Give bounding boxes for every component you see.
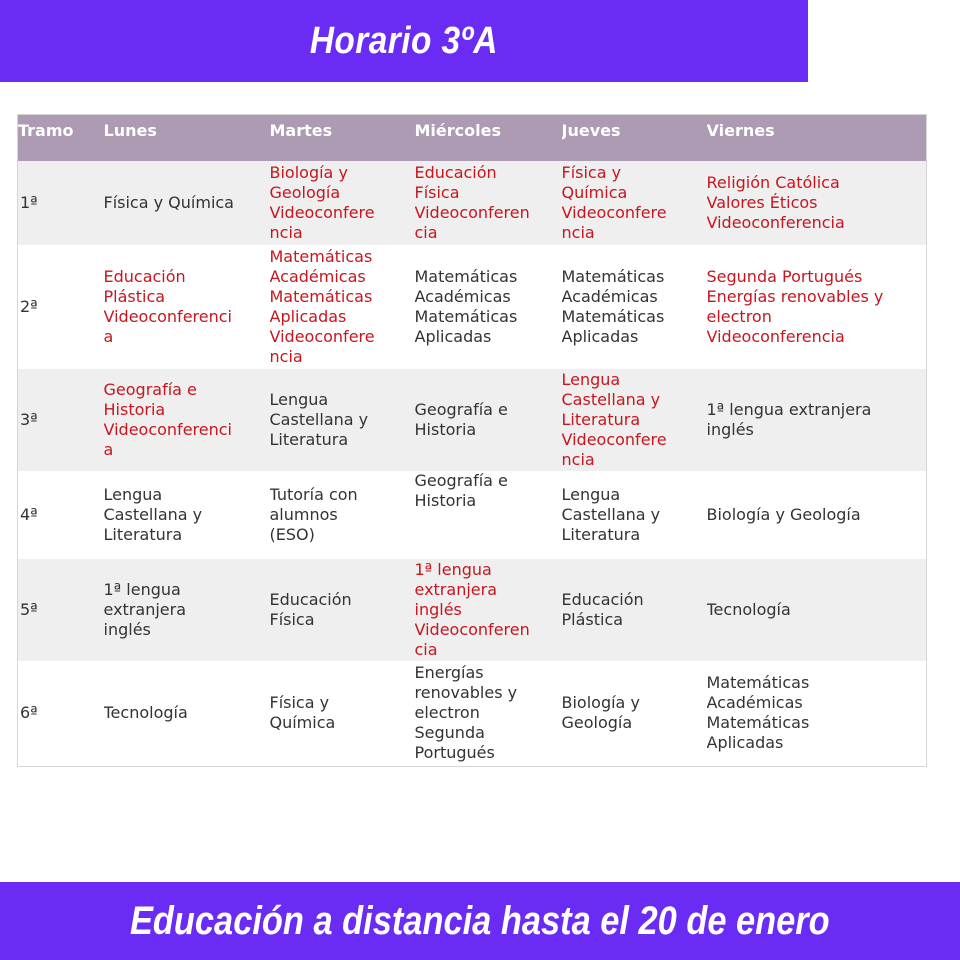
subject-cell (707, 661, 927, 767)
cell-line: Matemáticas (706, 713, 810, 733)
tramo-cell: 1ª (20, 192, 38, 212)
cell-line: Biología y Geología (706, 504, 861, 524)
subject-cell (415, 161, 562, 245)
cell-line: Física y Química (103, 192, 234, 212)
cell-line: electron (414, 703, 480, 723)
cell-line: extranjera (103, 599, 186, 619)
cell-line: Educación (414, 162, 497, 182)
table-row (18, 661, 927, 767)
cell-line: Videoconfere (269, 202, 375, 222)
subject-cell (104, 661, 270, 767)
cell-line: Matemáticas (706, 673, 810, 693)
cell-line: Química (269, 713, 336, 733)
cell-line: Portugués (414, 743, 495, 763)
subject-cell (270, 161, 415, 245)
column-header: Martes (269, 121, 333, 140)
cell-line: Videoconferencia (706, 212, 845, 232)
cell-line: Videoconfere (561, 429, 667, 449)
cell-line: Castellana y (103, 504, 203, 524)
page-title: Horario 3ºA (309, 19, 499, 62)
cell-line: Educación (561, 589, 644, 609)
subject-cell (707, 245, 927, 369)
column-header: Miércoles (414, 121, 501, 140)
cell-line: Segunda Portugués (706, 266, 863, 286)
subject-cell (270, 245, 415, 369)
cell-line: Biología y (561, 693, 640, 713)
footer-text: Educación a distancia hasta el 20 de enero (130, 898, 830, 943)
cell-line: ncia (561, 449, 595, 469)
subject-cell (562, 559, 707, 661)
cell-line: Matemáticas (414, 266, 518, 286)
cell-line: Literatura (103, 524, 183, 544)
cell-line: renovables y (414, 683, 518, 703)
subject-cell (415, 245, 562, 369)
subject-cell (270, 559, 415, 661)
cell-line: Aplicadas (706, 733, 784, 753)
cell-line: 1ª lengua (414, 559, 492, 579)
subject-cell (562, 661, 707, 767)
cell-line: Videoconferenci (103, 306, 232, 326)
cell-line: Plástica (103, 286, 166, 306)
cell-line: Física y (561, 162, 622, 182)
column-header: Viernes (706, 121, 775, 140)
cell-line: Aplicadas (269, 306, 347, 326)
cell-line: Geografía e (414, 470, 508, 490)
table-header-row (18, 115, 927, 161)
cell-line: a (103, 439, 114, 459)
cell-line: Geología (269, 182, 341, 202)
table-row (18, 559, 927, 661)
cell-line: Matemáticas (269, 286, 373, 306)
table-row (18, 471, 927, 559)
cell-line: Historia (414, 490, 477, 510)
cell-line: Académicas (706, 693, 803, 713)
cell-line: Física (414, 182, 460, 202)
subject-cell (104, 161, 270, 245)
cell-line: Castellana y (561, 389, 661, 409)
subject-cell (104, 245, 270, 369)
cell-line: Física y (269, 693, 330, 713)
tramo-cell: 6ª (20, 703, 38, 723)
cell-line: Castellana y (269, 409, 369, 429)
cell-line: Historia (103, 399, 166, 419)
subject-cell (270, 661, 415, 767)
cell-line: Química (561, 182, 628, 202)
cell-line: a (103, 326, 114, 346)
column-header: Lunes (103, 121, 157, 140)
cell-line: Lengua (561, 484, 621, 504)
cell-line: Académicas (561, 286, 658, 306)
cell-line: electron (706, 306, 772, 326)
cell-line: cia (414, 222, 438, 242)
subject-cell (270, 369, 415, 471)
cell-line: Académicas (414, 286, 511, 306)
cell-line: ncia (269, 346, 303, 366)
cell-line: Aplicadas (561, 326, 639, 346)
cell-line: Geología (561, 713, 633, 733)
cell-line: 1ª lengua (103, 579, 181, 599)
cell-line: Educación (103, 266, 186, 286)
cell-line: Aplicadas (414, 326, 492, 346)
cell-line: Videoconfere (269, 326, 375, 346)
tramo-cell: 2ª (20, 296, 38, 316)
subject-cell (562, 245, 707, 369)
cell-line: Geografía e (103, 379, 197, 399)
footer-banner (0, 882, 960, 960)
table-row (18, 161, 927, 245)
cell-line: Literatura (269, 429, 349, 449)
cell-line: Videoconferen (414, 619, 530, 639)
cell-line: ncia (561, 222, 595, 242)
cell-line: inglés (414, 599, 462, 619)
cell-line: Videoconfere (561, 202, 667, 222)
subject-cell (707, 559, 927, 661)
table-body (18, 161, 927, 767)
cell-line: Castellana y (561, 504, 661, 524)
cell-line: ncia (269, 222, 303, 242)
cell-line: (ESO) (269, 524, 315, 544)
subject-cell (707, 369, 927, 471)
tramo-cell: 3ª (20, 409, 38, 429)
cell-line: Videoconferenci (103, 419, 232, 439)
cell-line: Matemáticas (414, 306, 518, 326)
cell-line: Valores Éticos (706, 192, 818, 212)
cell-line: cia (414, 639, 438, 659)
cell-line: Literatura (561, 524, 641, 544)
cell-line: Matemáticas (269, 246, 373, 266)
cell-line: extranjera (414, 579, 497, 599)
cell-line: Geografía e (414, 399, 508, 419)
column-header: Tramo (18, 121, 74, 140)
cell-line: Plástica (561, 609, 624, 629)
tramo-cell: 4ª (20, 504, 38, 524)
cell-line: Videoconferencia (706, 326, 845, 346)
cell-line: Lengua (103, 484, 163, 504)
cell-line: Tutoría con (269, 484, 358, 504)
subject-cell (415, 661, 562, 767)
subject-cell (104, 369, 270, 471)
cell-line: Lengua (269, 389, 329, 409)
cell-line: Matemáticas (561, 306, 665, 326)
cell-line: Religión Católica (706, 172, 840, 192)
header-banner (0, 0, 808, 82)
cell-line: Académicas (269, 266, 366, 286)
cell-line: Matemáticas (561, 266, 665, 286)
cell-line: Energías renovables y (706, 286, 884, 306)
tramo-cell: 5ª (20, 599, 38, 619)
cell-line: alumnos (269, 504, 338, 524)
table-row (18, 369, 927, 471)
subject-cell (415, 369, 562, 471)
subject-cell (270, 471, 415, 559)
subject-cell (562, 161, 707, 245)
cell-line: inglés (706, 419, 754, 439)
schedule-table (17, 114, 927, 767)
subject-cell (104, 559, 270, 661)
subject-cell (562, 471, 707, 559)
cell-line: Historia (414, 419, 477, 439)
subject-cell (415, 471, 562, 559)
cell-line: Videoconferen (414, 202, 530, 222)
cell-line: Tecnología (103, 703, 188, 723)
column-header: Jueves (561, 121, 621, 140)
subject-cell (562, 369, 707, 471)
cell-line: Biología y (269, 162, 348, 182)
cell-line: Educación (269, 589, 352, 609)
subject-cell (104, 471, 270, 559)
cell-line: 1ª lengua extranjera (706, 399, 872, 419)
cell-line: Lengua (561, 369, 621, 389)
cell-line: Energías (414, 663, 484, 683)
cell-line: inglés (103, 619, 151, 639)
cell-line: Segunda (414, 723, 485, 743)
table-row (18, 245, 927, 369)
cell-line: Física (269, 609, 315, 629)
cell-line: Literatura (561, 409, 641, 429)
subject-cell (707, 471, 927, 559)
subject-cell (415, 559, 562, 661)
subject-cell (707, 161, 927, 245)
cell-line: Tecnología (706, 599, 791, 619)
